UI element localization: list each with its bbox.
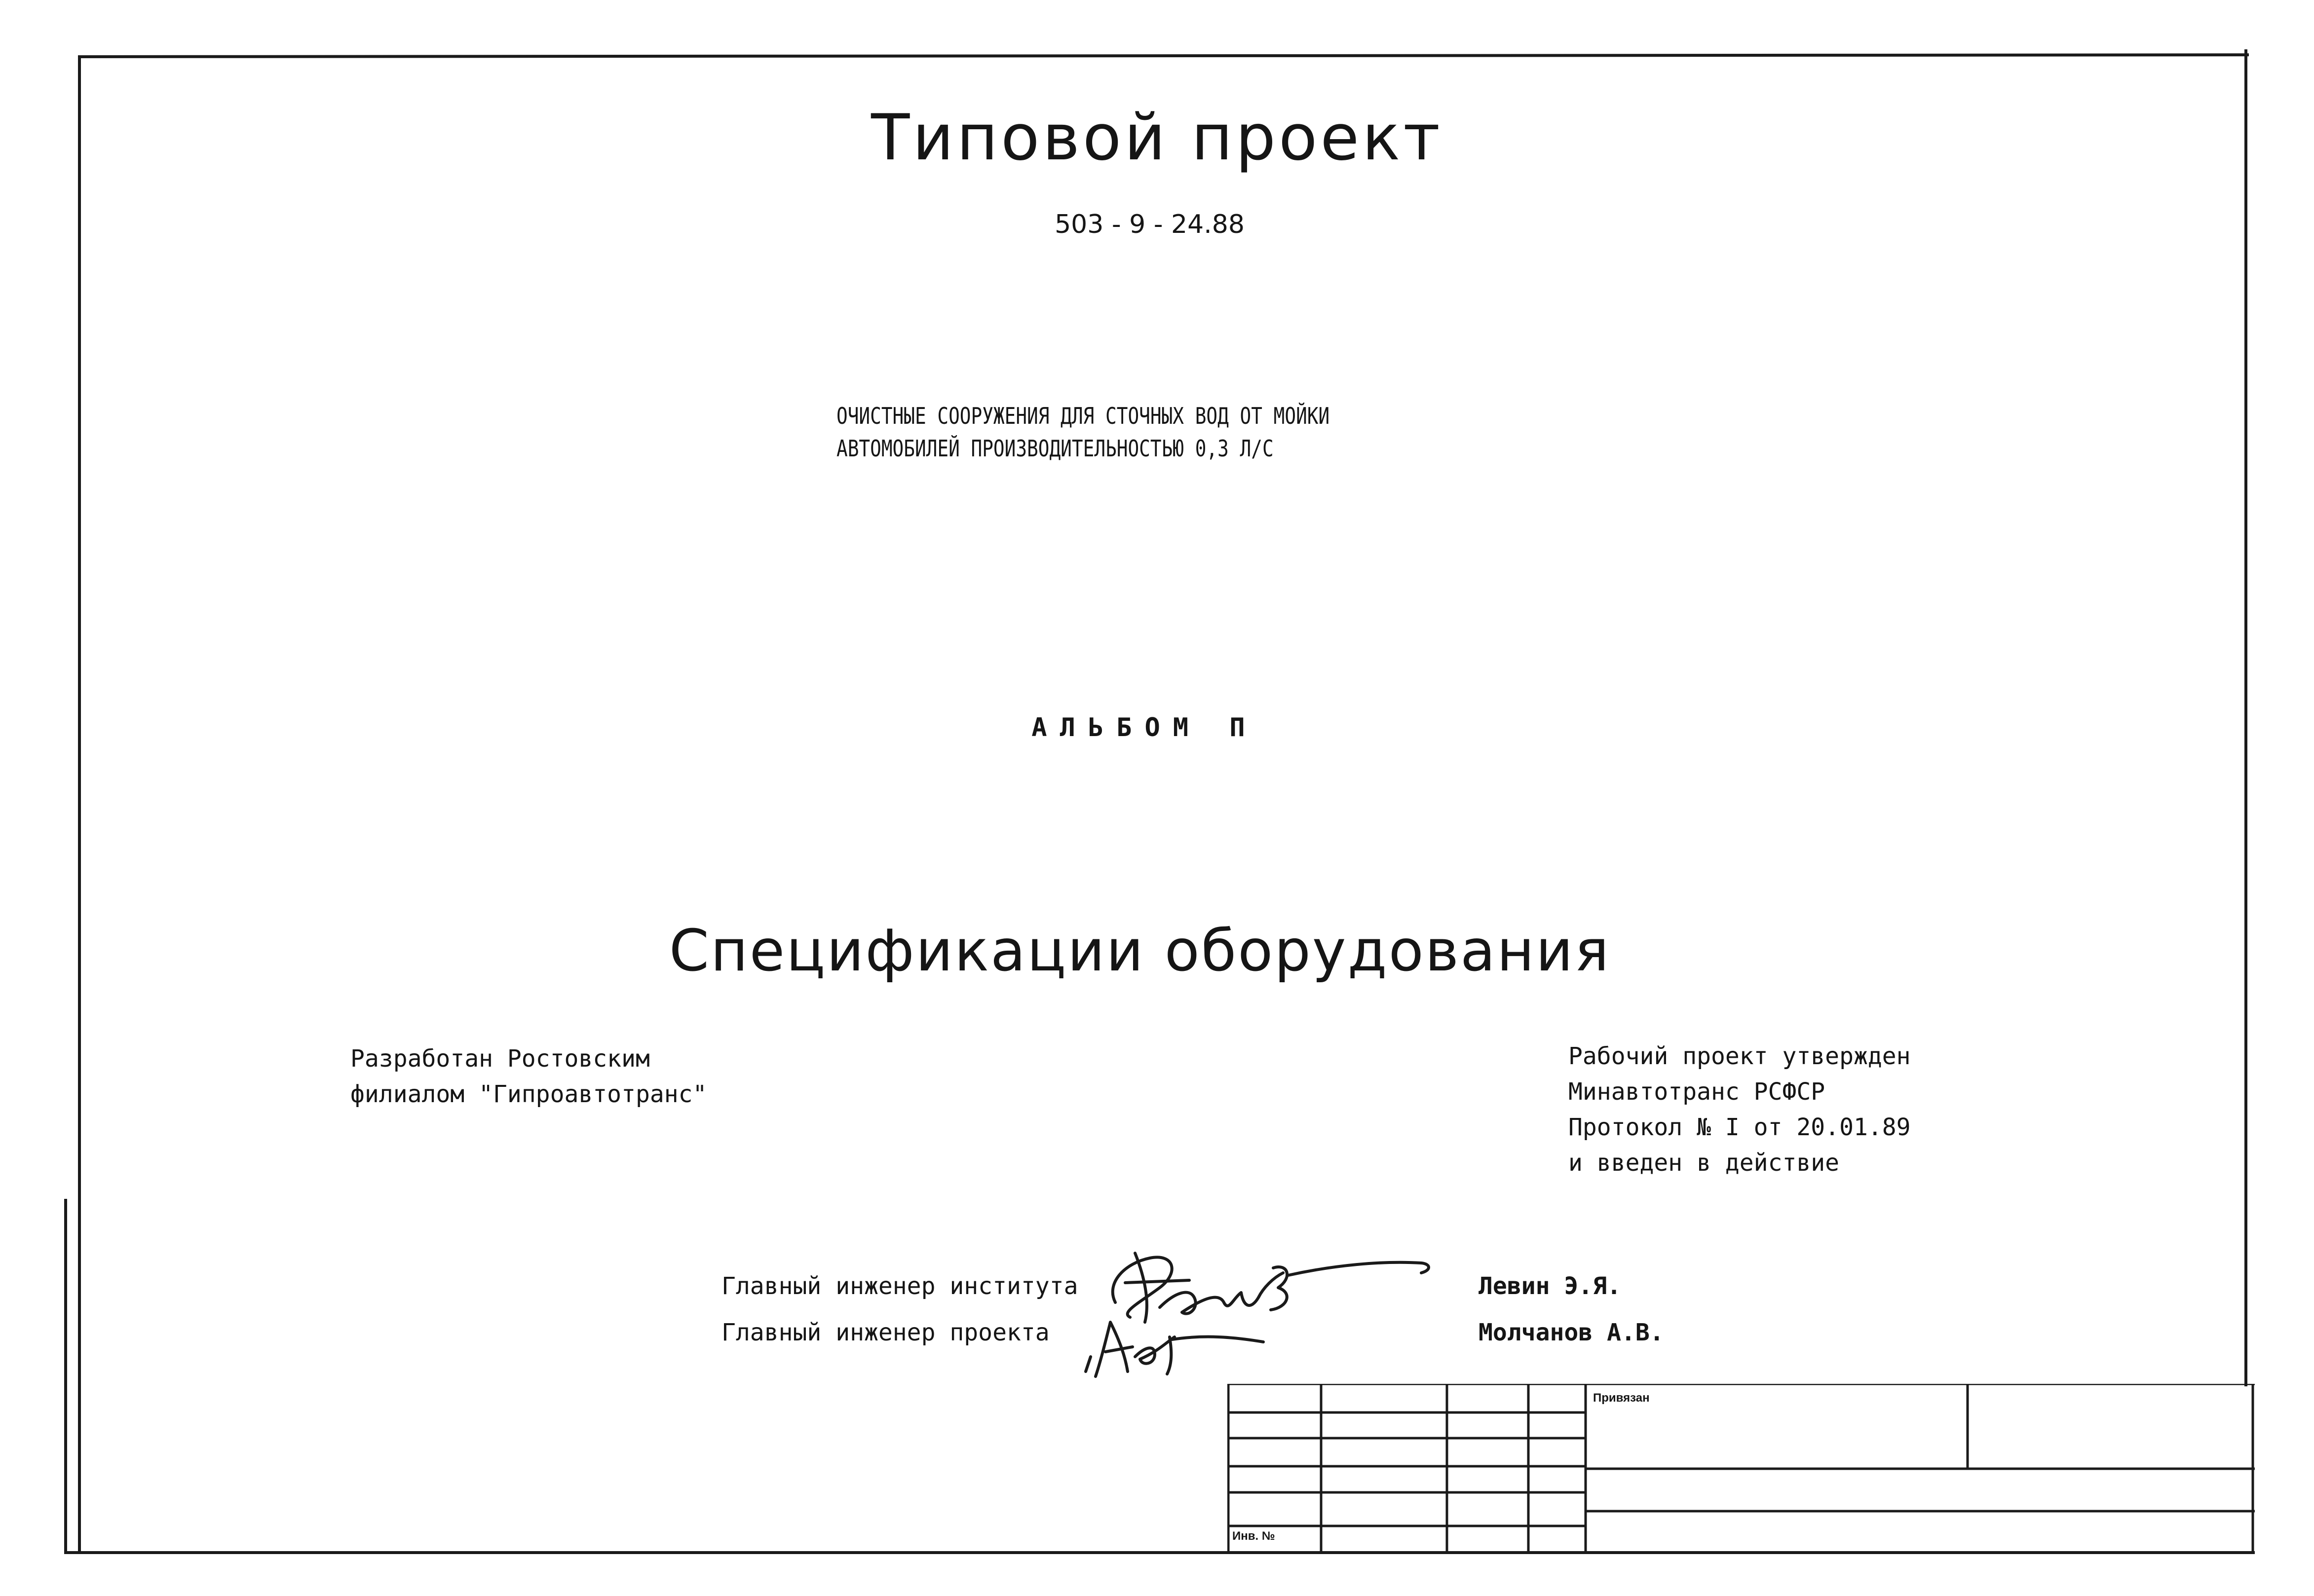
signature-stroke-4 (1160, 1273, 1283, 1314)
stamp-inventory-label: Инв. № (1232, 1529, 1275, 1543)
signature-stroke-1 (1113, 1257, 1172, 1317)
signature-stroke-11 (1172, 1337, 1263, 1342)
signature-stroke-8 (1096, 1322, 1133, 1376)
project-subject-line-2: АВТОМОБИЛЕЙ ПРОИЗВОДИТЕЛЬНОСТЬЮ 0,3 Л/С (836, 435, 1274, 462)
signatory-roles (721, 1263, 1078, 1356)
approval-line-2: Минавтотранс РСФСР (1568, 1078, 1825, 1106)
stamp-table (1227, 1384, 2255, 1554)
approval-note (1568, 1039, 1911, 1181)
signatory-role-2: Главный инженер проекта (721, 1319, 1050, 1346)
signature-stroke-7 (1086, 1357, 1091, 1372)
approval-line-3: Протокол № I от 20.01.89 (1568, 1113, 1911, 1141)
frame-left-border-lower (64, 1199, 67, 1554)
developer-note (350, 1041, 707, 1112)
signatory-role-1: Главный инженер института (721, 1272, 1078, 1300)
developer-line-1: Разработан Ростовским (350, 1045, 650, 1073)
handwritten-signatures (1076, 1224, 1461, 1386)
project-subject-line-1: ОЧИСТНЫЕ СООРУЖЕНИЯ ДЛЯ СТОЧНЫХ ВОД ОТ МОЙКИ (836, 403, 1330, 429)
album-number: АЛЬБОМ П (1031, 713, 1258, 742)
frame-top-border (80, 53, 2249, 58)
signatory-names (1479, 1263, 1664, 1356)
signature-stroke-5 (1271, 1267, 1287, 1310)
project-code: 503 - 9 - 24.88 (1055, 210, 1245, 239)
signatory-name-2: Молчанов А.В. (1479, 1319, 1664, 1346)
signature-stroke-3 (1125, 1280, 1189, 1283)
approval-line-4: и введен в действие (1568, 1149, 1840, 1177)
signature-stroke-9 (1135, 1337, 1175, 1364)
approval-line-1: Рабочий проект утвержден (1568, 1042, 1911, 1070)
document-subtitle: Спецификации оборудования (669, 918, 1611, 984)
document-title: Типовой проект (871, 101, 1443, 175)
signatory-name-1: Левин Э.Я. (1479, 1272, 1621, 1300)
project-subject (836, 400, 1329, 465)
developer-line-2: филиалом "Гипроавтотранс" (350, 1080, 707, 1108)
stamp-attached-label: Привязан (1593, 1391, 1650, 1405)
frame-left-border (78, 55, 81, 1552)
signature-stroke-6 (1288, 1262, 1429, 1275)
